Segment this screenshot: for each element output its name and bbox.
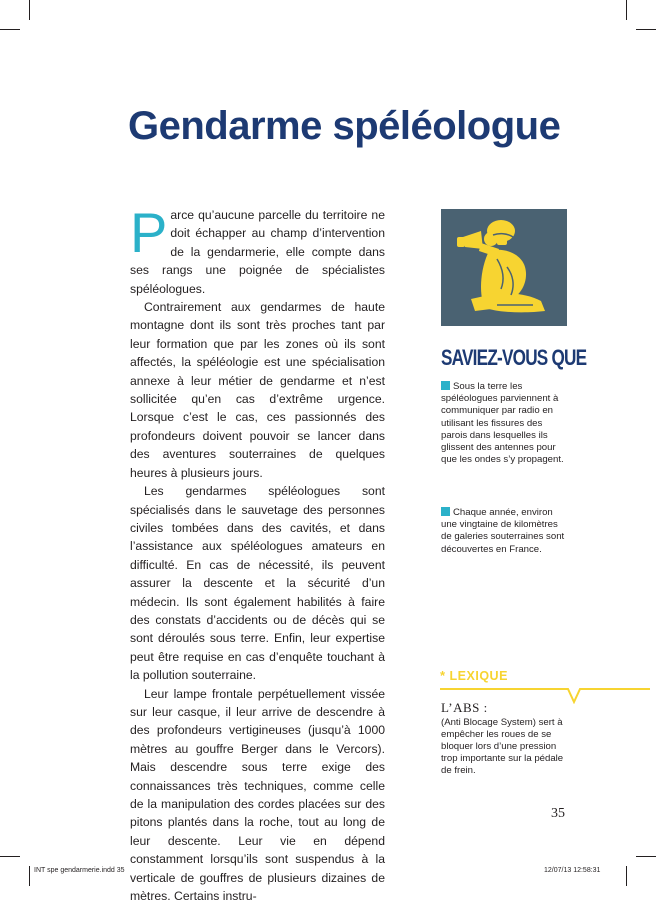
crop-mark [29,0,30,20]
slug-file: INT spe gendarmerie.indd 35 [34,867,125,874]
fact-item: Chaque année, environ une vingtaine de kilomètres de galeries souterraines sont découvertes en France. [441,507,565,555]
sidebar-heading: SAVIEZ-VOUS QUE [441,345,587,370]
drop-cap: P [130,201,168,264]
page-number: 35 [551,806,565,821]
article-body [130,201,385,905]
fact-item: Sous la terre les spéléologues parviennent à communiquer par radio en utilisant les fissures des parois dans lesquelles ils glissent des antennes pour que les ondes s’y propagent. [441,381,564,466]
speleologist-illustration [441,209,567,326]
crop-mark [0,856,20,857]
article-paragraph: Contrairement aux gendarmes de haute montagne dont ils sont très proches tant par leur formation que par les zones où ils sont affectés, la spéléologie est une spécialisation annexe à leur métier de gendarme et n’est sollicitée qu’en cas d’extrême urgence. Lorsque c’est le cas, ces passionnés des profondeurs doivent pouvoir se lancer dans des aventures souterraines de quelques heures à plusieurs jours. [130,300,385,480]
article-paragraph: Les gendarmes spéléologues sont spécialisés dans le sauvetage des personnes civiles tombées dans des cavités, et dans l’assistance aux spéléologues amateurs en difficulté. En cas de nécessité, ils peuvent assurer la descente et la sécurité d’un médecin. Ils sont également habilités à faire des constats d’accidents ou de décès qui se sont déroulés sous terre. Enfin, leur expertise peut être requise en cas d’enquête touchant à la pollution souterraine. [130,484,385,683]
bullet-square-icon [441,381,450,390]
crop-mark [636,856,656,857]
crop-mark [626,866,627,886]
bullet-square-icon [441,507,450,516]
slug-timestamp: 12/07/13 12:58:31 [544,867,601,874]
speleologist-figure-icon [441,209,567,326]
page-title: Gendarme spéléologue [128,104,561,148]
crop-mark [636,29,656,30]
crop-mark [29,866,30,886]
lexique-definition: (Anti Blocage System) sert à empêcher les roues de se bloquer lors d’une pression trop importante sur la pédale de frein. [441,717,564,776]
lexique-term: L’ABS : [441,700,488,715]
crop-mark [0,29,20,30]
lexique-heading: * LEXIQUE [440,668,508,683]
crop-mark [626,0,627,20]
article-paragraph: Leur lampe frontale perpétuellement vissée sur leur casque, il leur arrive de descendre à des profondeurs vertigineuses (jusqu’à 1000 mètres au gouffre Berger dans le Vercors). Mais descendre sous terre exige des connaissances très techniques, comme celle de la manipulation des cordes placées sur des pitons plantés dans la roche, tout au long de leur descente. Leur vie en dépend constamment lorsqu’ils sont suspendus à la verticale de gouffres de plusieurs dizaines de mètres. Certains instru- [130,686,385,904]
article-paragraph: Parce qu’aucune parcelle du territoire ne doit échapper au champ d’intervention de la gendarmerie, elle compte dans ses rangs une poignée de spécialistes spéléologues. [130,201,385,296]
